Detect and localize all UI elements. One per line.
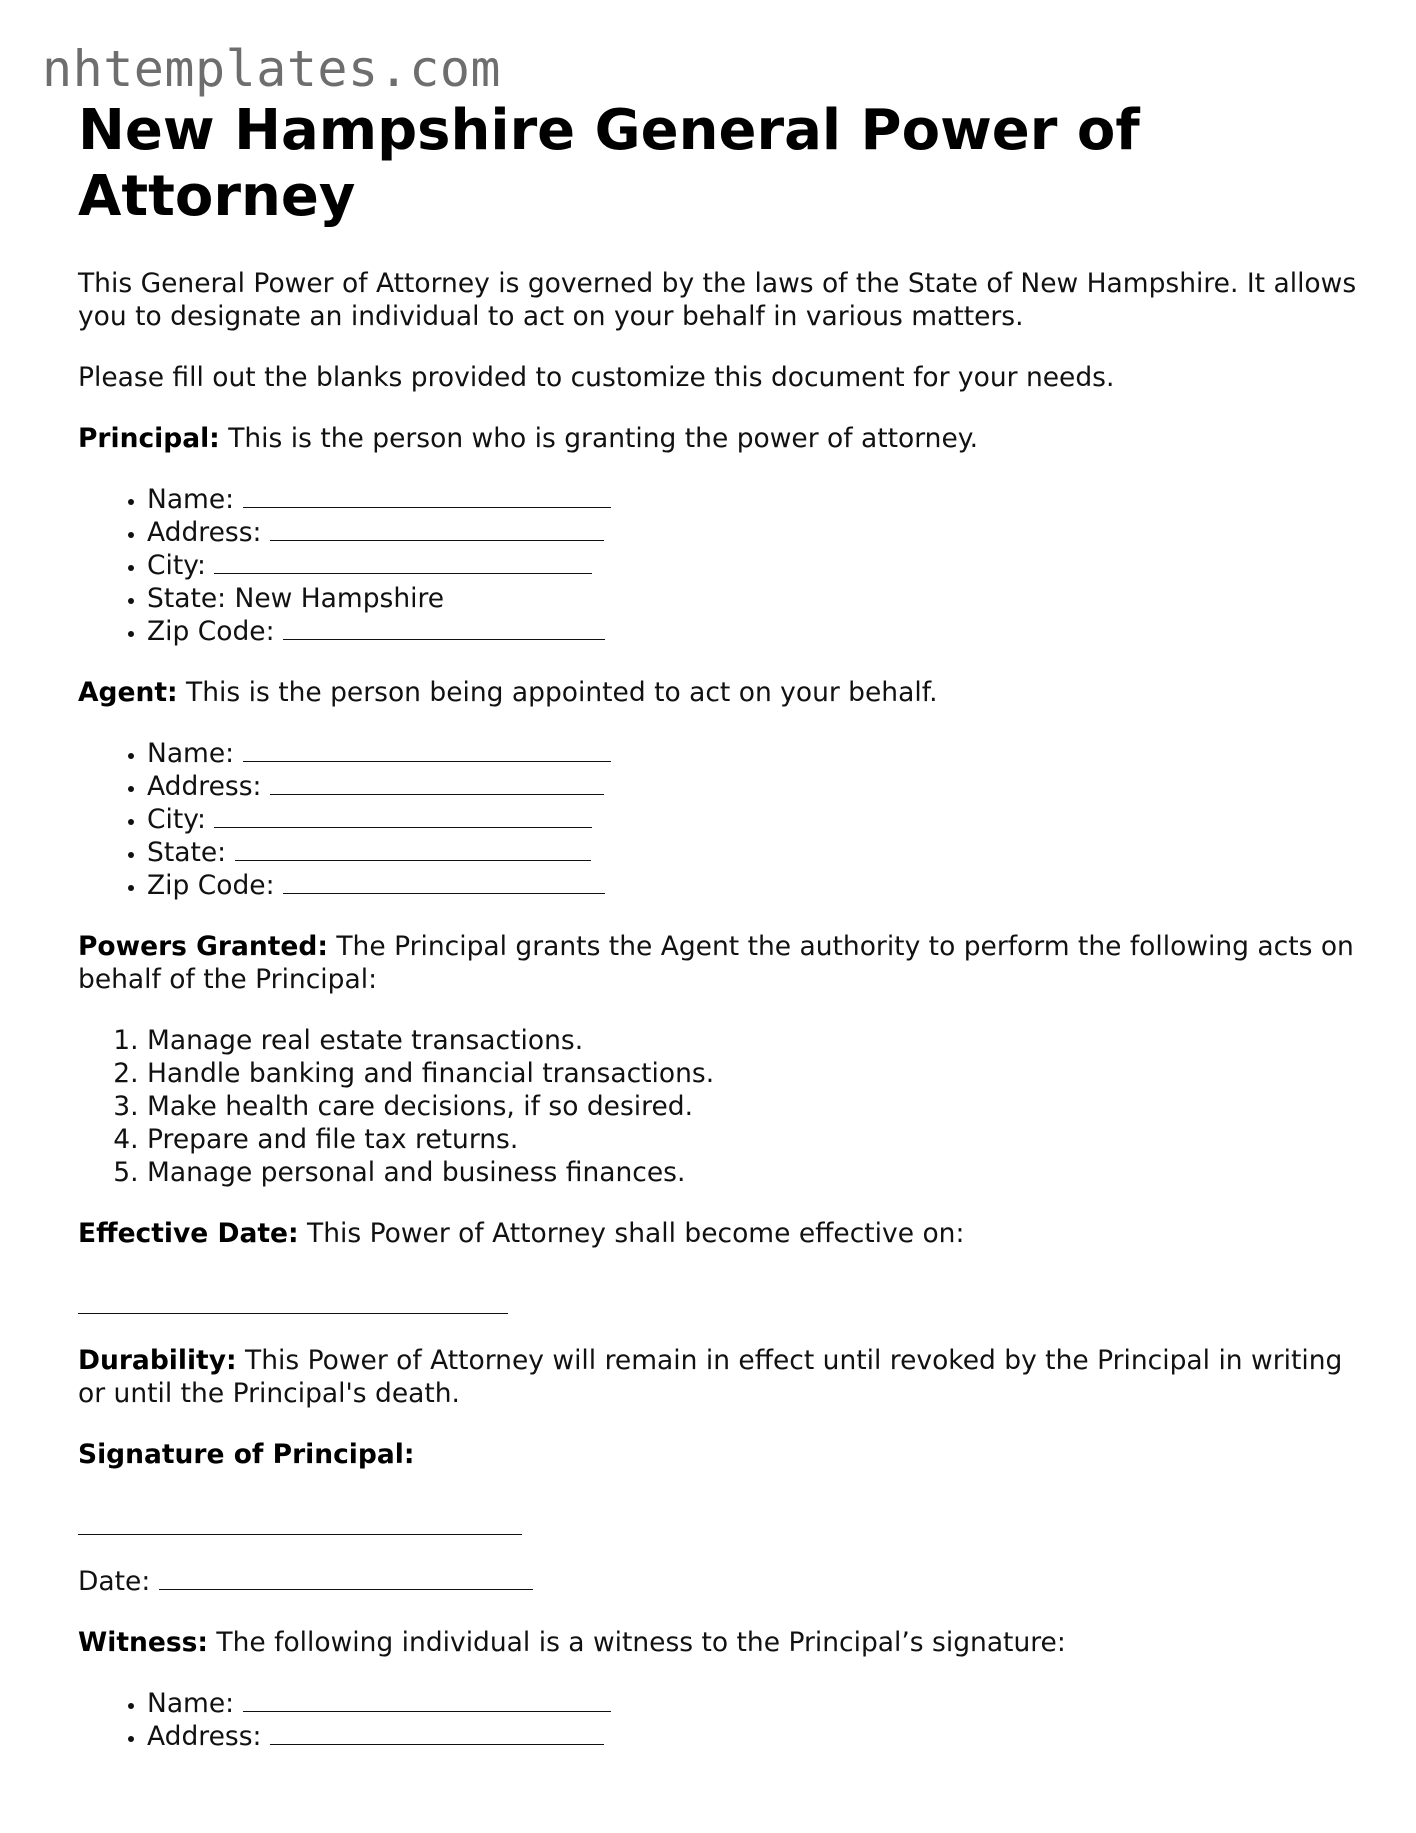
principal-fields-list xyxy=(78,483,1358,648)
blank-line[interactable] xyxy=(235,836,591,861)
agent-fields-list xyxy=(78,737,1358,902)
powers-heading-label: Powers Granted: xyxy=(78,931,328,962)
effective-heading-label: Effective Date: xyxy=(78,1218,299,1249)
document-title: New Hampshire General Power of Attorney xyxy=(78,98,1140,229)
witness-description: The following individual is a witness to the Principal’s signature: xyxy=(216,1627,1066,1658)
blank-line[interactable] xyxy=(283,869,605,894)
effective-date-field[interactable] xyxy=(78,1283,1358,1316)
agent-state-field[interactable] xyxy=(147,836,1358,869)
principal-section-heading xyxy=(78,422,1358,455)
spacer xyxy=(78,1250,1358,1283)
field-label: Address: xyxy=(147,771,262,802)
field-label: City: xyxy=(147,550,206,581)
blank-line[interactable] xyxy=(214,549,592,574)
signature-heading xyxy=(78,1438,1358,1471)
field-label: Name: xyxy=(147,1688,235,1719)
blank-line[interactable] xyxy=(270,1720,604,1745)
field-label: State: New Hampshire xyxy=(147,583,445,614)
principal-address-field[interactable] xyxy=(147,516,1358,549)
power-item: 2. Handle banking and financial transactions. xyxy=(147,1057,1358,1090)
witness-address-field[interactable] xyxy=(147,1720,1358,1753)
effective-description: This Power of Attorney shall become effective on: xyxy=(307,1218,965,1249)
field-label: City: xyxy=(147,804,206,835)
witness-heading xyxy=(78,1626,1358,1659)
field-label: Zip Code: xyxy=(147,870,275,901)
power-item: 3. Make health care decisions, if so desired. xyxy=(147,1090,1358,1123)
blank-line[interactable] xyxy=(78,1289,508,1314)
principal-name-field[interactable] xyxy=(147,483,1358,516)
agent-section-heading xyxy=(78,676,1358,709)
principal-signature-field[interactable] xyxy=(78,1504,1358,1537)
power-item: 4. Prepare and file tax returns. xyxy=(147,1123,1358,1156)
field-label: Name: xyxy=(147,738,235,769)
power-item: 5. Manage personal and business finances. xyxy=(147,1156,1358,1189)
principal-zip-field[interactable] xyxy=(147,615,1358,648)
field-label: Zip Code: xyxy=(147,616,275,647)
field-label: Address: xyxy=(147,517,262,548)
fill-instructions: Please fill out the blanks provided to customize this document for your needs. xyxy=(78,362,1115,393)
witness-name-field[interactable] xyxy=(147,1687,1358,1720)
blank-line[interactable] xyxy=(243,737,611,762)
principal-heading-label: Principal: xyxy=(78,423,220,454)
principal-city-field[interactable] xyxy=(147,549,1358,582)
principal-state-field xyxy=(147,582,1358,615)
principal-description: This is the person who is granting the power of attorney. xyxy=(228,423,979,454)
blank-line[interactable] xyxy=(243,1687,611,1712)
spacer xyxy=(78,1471,1358,1504)
agent-address-field[interactable] xyxy=(147,770,1358,803)
intro-paragraph: This General Power of Attorney is governed by the laws of the State of New Hampshire. It allows you to designate an individual to act on your behalf in various matters. xyxy=(78,268,1357,332)
durability-heading xyxy=(78,1344,1358,1410)
blank-line[interactable] xyxy=(283,615,605,640)
witness-heading-label: Witness: xyxy=(78,1627,208,1658)
witness-fields-list xyxy=(78,1687,1358,1753)
document-page xyxy=(78,98,1358,1753)
blank-line[interactable] xyxy=(243,483,611,508)
blank-line[interactable] xyxy=(270,516,604,541)
durability-description: This Power of Attorney will remain in effect until revoked by the Principal in writing or until the Principal's death. xyxy=(78,1345,1343,1409)
effective-date-heading xyxy=(78,1217,1358,1250)
site-watermark: nhtemplates.com xyxy=(42,40,502,98)
signature-heading-label: Signature of Principal: xyxy=(78,1439,415,1470)
powers-description: The Principal grants the Agent the authority to perform the following acts on behalf of the Principal: xyxy=(78,931,1354,995)
blank-line[interactable] xyxy=(159,1565,533,1590)
powers-section-heading xyxy=(78,930,1358,996)
agent-heading-label: Agent: xyxy=(78,677,178,708)
agent-city-field[interactable] xyxy=(147,803,1358,836)
power-item: 1. Manage real estate transactions. xyxy=(147,1024,1358,1057)
field-label: Date: xyxy=(78,1566,151,1597)
blank-line[interactable] xyxy=(78,1510,522,1535)
blank-line[interactable] xyxy=(270,770,604,795)
blank-line[interactable] xyxy=(214,803,592,828)
field-label: Address: xyxy=(147,1721,262,1752)
agent-description: This is the person being appointed to act on your behalf. xyxy=(186,677,938,708)
powers-list xyxy=(78,1024,1358,1189)
durability-heading-label: Durability: xyxy=(78,1345,237,1376)
agent-zip-field[interactable] xyxy=(147,869,1358,902)
signature-date-field[interactable] xyxy=(78,1565,1358,1598)
field-label: Name: xyxy=(147,484,235,515)
agent-name-field[interactable] xyxy=(147,737,1358,770)
field-label: State: xyxy=(147,837,227,868)
